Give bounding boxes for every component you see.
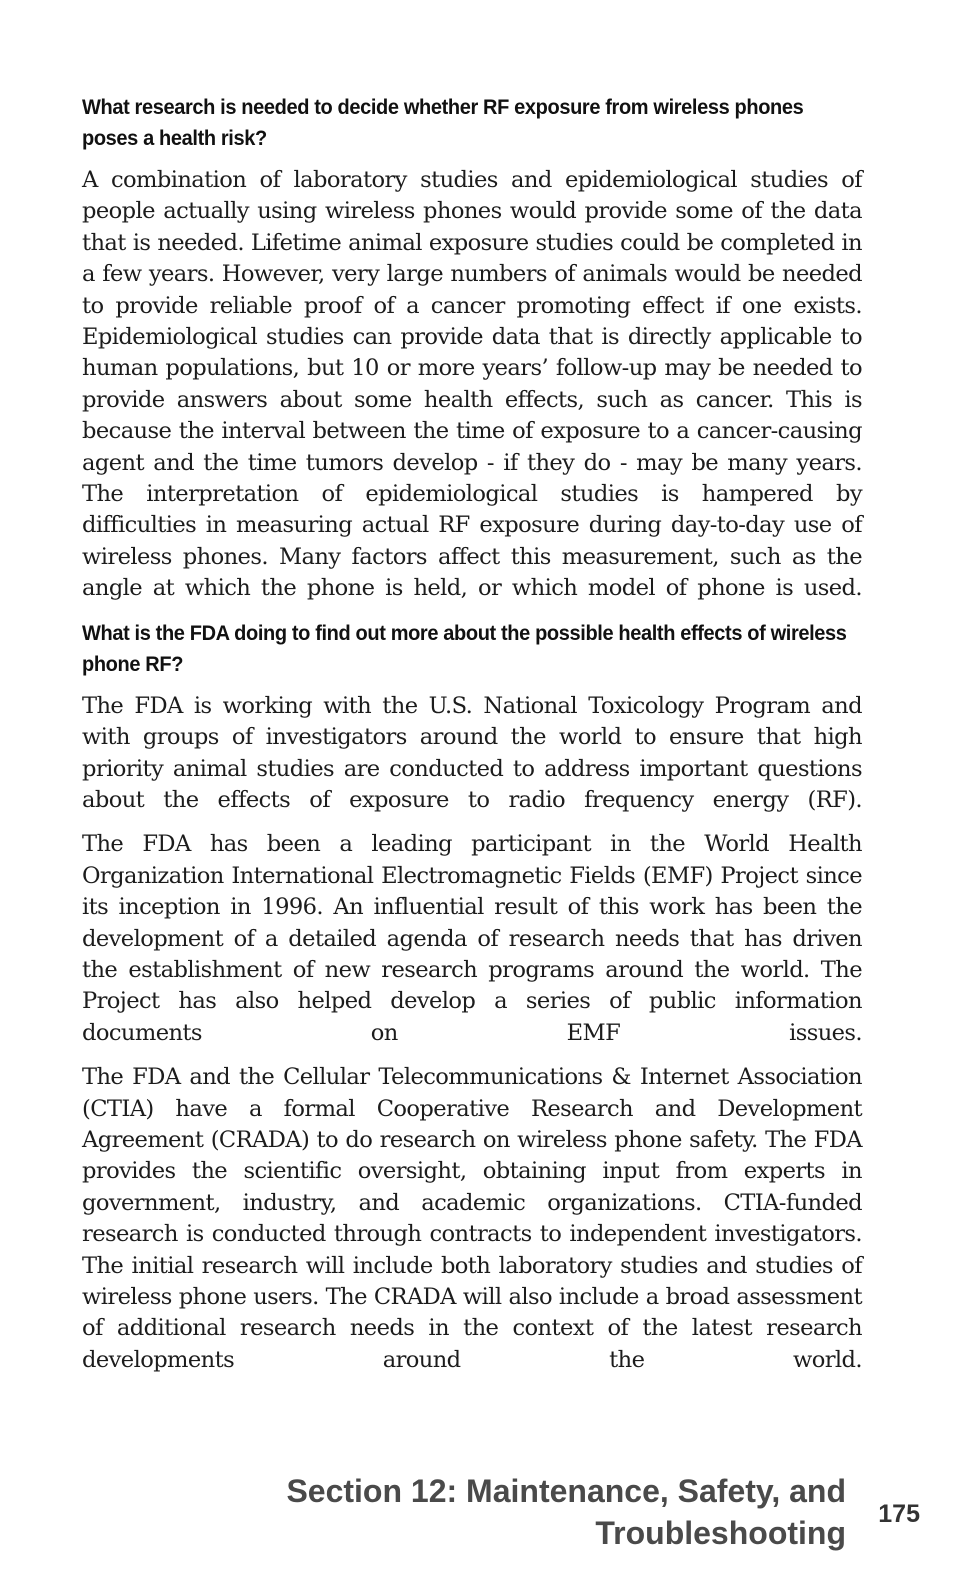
page-content bbox=[82, 92, 862, 1386]
answer-paragraph: The FDA and the Cellular Telecommunications & Internet Association (CTIA) have a formal Cooperative Research and Development Agreement (CRADA) to do research on wireless phone safety. The FDA provides the scientific oversight, obtaining input from experts in government, industry, and academic organizations. CTIA-funded research is conducted through contracts to independent investigators. The initial research will include both laboratory studies and studies of wireless phone users. The CRADA will also include a broad assessment of additional research needs in the context of the latest research developments around the world. bbox=[82, 1064, 862, 1373]
page-number: 175 bbox=[878, 1500, 920, 1528]
question-heading: What is the FDA doing to find out more about the possible health effects of wireless phone RF? bbox=[82, 620, 847, 676]
section-title-line2: Troubleshooting bbox=[595, 1515, 846, 1551]
section-title-line1: Section 12: Maintenance, Safety, and bbox=[286, 1473, 846, 1509]
answer-paragraph: A combination of laboratory studies and epidemiological studies of people actually using wireless phones would provide some of the data that is needed. Lifetime animal exposure studies could be completed in a few years. However, very large numbers of animals would be needed to provide reliable proof of a cancer promoting effect if one exists. Epidemiological studies can provide data that is directly applicable to human populations, but 10 or more years’ follow-up may be needed to provide answers about some health effects, such as cancer. This is because the interval between the time of exposure to a cancer-causing agent and the time tumors develop - if they do - may be many years. The interpretation of epidemiological studies is hampered by difficulties in measuring actual RF exposure during day-to-day use of wireless phones. Many factors affect this measurement, such as the angle at which the phone is held, or which model of phone is used. bbox=[82, 167, 862, 602]
section-footer bbox=[286, 1470, 846, 1554]
question-heading: What research is needed to decide whether RF exposure from wireless phones poses a health risk? bbox=[82, 95, 804, 150]
answer-paragraph: The FDA has been a leading participant in the World Health Organization International Electromagnetic Fields (EMF) Project since its inception in 1996. An influential result of this work has been the development of a detailed agenda of research needs that has driven the establishment of new research programs around the world. The Project has also helped develop a series of public information documents on EMF issues. bbox=[82, 831, 862, 1046]
answer-paragraph: The FDA is working with the U.S. National Toxicology Program and with groups of investigators around the world to ensure that high priority animal studies are conducted to address important questions about the effects of exposure to radio frequency energy (RF). bbox=[82, 692, 862, 813]
